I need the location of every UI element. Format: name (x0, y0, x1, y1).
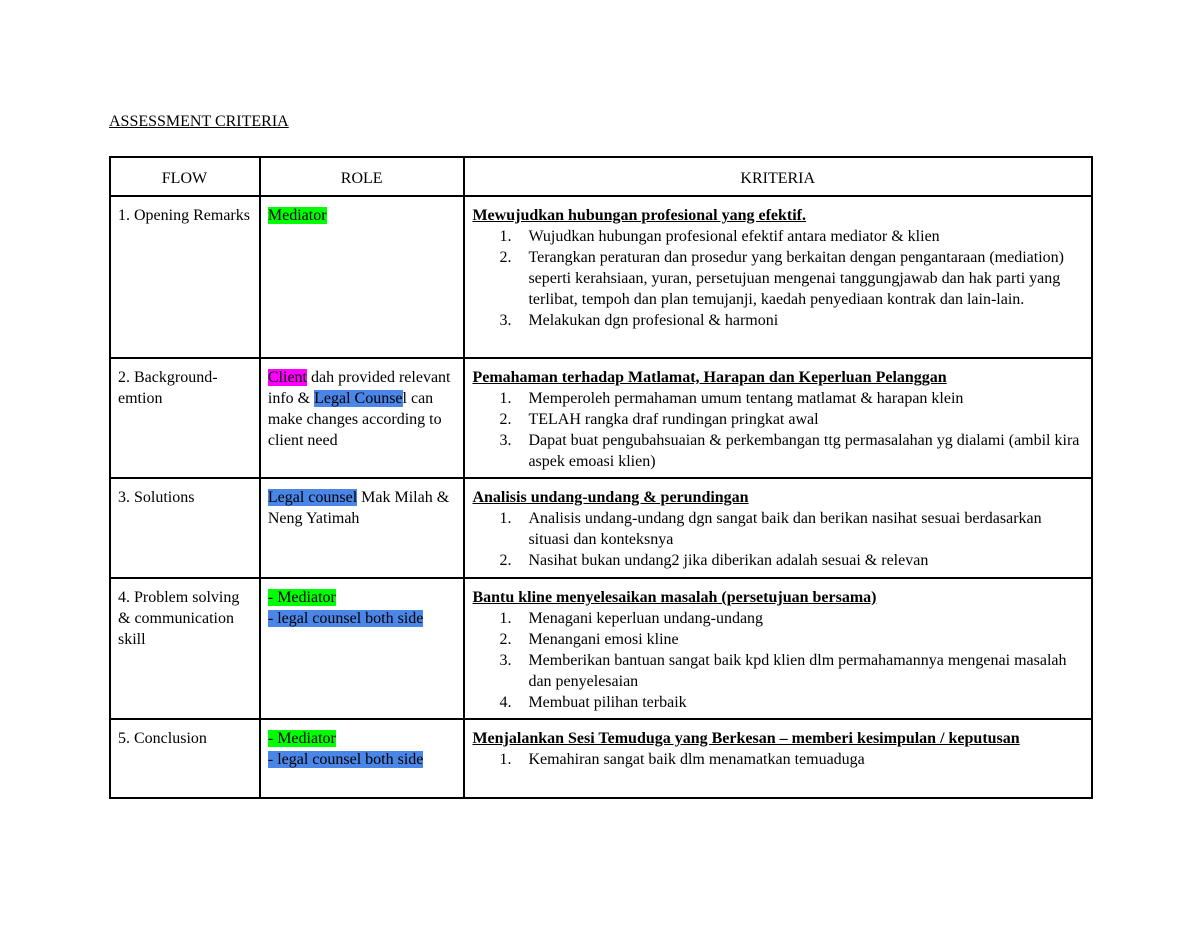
list-item: 3. Memberikan bantuan sangat baik kpd klien dlm permahamannya mengenai masalah dan penyelesaian (499, 652, 1067, 690)
list-item: 1. Kemahiran sangat baik dlm menamatkan temuaduga (499, 751, 865, 768)
flow-cell: 5. Conclusion (110, 719, 260, 798)
kriteria-list (472, 388, 1083, 472)
role-legal-counsel-highlight: Legal Counse (314, 390, 403, 407)
assessment-criteria-table (109, 156, 1093, 799)
flow-cell: 2. Background-emtion (110, 358, 260, 478)
list-item: 3. Melakukan dgn profesional & harmoni (499, 312, 779, 329)
table-row (110, 358, 1092, 478)
role-mediator-highlight: - Mediator (267, 730, 336, 747)
header-flow: FLOW (110, 157, 260, 196)
table-row (110, 196, 1092, 358)
role-legal-counsel-highlight: - legal counsel both side (267, 751, 424, 768)
flow-cell: 4. Problem solving & communication skill (110, 578, 260, 719)
table-row (110, 578, 1092, 719)
kriteria-heading: Bantu kline menyelesaikan masalah (persetujuan bersama) (472, 589, 877, 606)
kriteria-list (472, 508, 1083, 571)
flow-cell: 1. Opening Remarks (110, 196, 260, 358)
list-item: 1. Wujudkan hubungan profesional efektif antara mediator & klien (499, 228, 940, 245)
flow-cell: 3. Solutions (110, 478, 260, 578)
header-role: ROLE (260, 157, 465, 196)
table-row (110, 478, 1092, 578)
list-item: 1. Memperoleh permahaman umum tentang matlamat & harapan klein (499, 390, 964, 407)
role-cell (260, 719, 465, 798)
role-mediator-highlight: - Mediator (267, 589, 336, 606)
kriteria-heading: Mewujudkan hubungan profesional yang efektif. (472, 207, 807, 224)
role-cell (260, 196, 465, 358)
role-cell (260, 578, 465, 719)
kriteria-cell (464, 578, 1092, 719)
list-item: 2. Menangani emosi kline (499, 631, 679, 648)
kriteria-heading: Menjalankan Sesi Temuduga yang Berkesan – memberi kesimpulan / keputusan (472, 730, 1020, 747)
role-legal-counsel-highlight: Legal counsel (267, 489, 358, 506)
table-header-row (110, 157, 1092, 196)
kriteria-list (472, 226, 1083, 331)
kriteria-list (472, 608, 1083, 713)
list-item: 2. Nasihat bukan undang2 jika diberikan adalah sesuai & relevan (499, 552, 929, 569)
role-legal-counsel-highlight: - legal counsel both side (267, 610, 424, 627)
list-item: 2. TELAH rangka draf rundingan pringkat awal (499, 411, 819, 428)
role-mediator-highlight: Mediator (267, 207, 327, 224)
list-item: 2. Terangkan peraturan dan prosedur yang berkaitan dengan pengantaraan (mediation) seperti kerahsiaan, yuran, persetujuan mengenai tanggungjawab dan hak parti yang terlibat, tempoh dan plan temujanji, kaedah penyediaan kontrak dan lain-lain. (499, 249, 1064, 308)
kriteria-cell (464, 196, 1092, 358)
role-cell: Client dah provided relevant info & Legal Counsel can make changes according to client need (260, 358, 465, 478)
list-item: 1. Analisis undang-undang dgn sangat baik dan berikan nasihat sesuai berdasarkan situasi dan konteksnya (499, 510, 1042, 548)
kriteria-heading: Pemahaman terhadap Matlamat, Harapan dan Keperluan Pelanggan (472, 369, 947, 386)
kriteria-cell (464, 719, 1092, 798)
kriteria-list (472, 749, 1083, 770)
list-item: 1. Menagani keperluan undang-undang (499, 610, 764, 627)
document-title: ASSESSMENT CRITERIA (109, 113, 289, 130)
list-item: 3. Dapat buat pengubahsuaian & perkembangan ttg permasalahan yg dialami (ambil kira aspek emoasi klien) (499, 432, 1080, 470)
kriteria-cell (464, 358, 1092, 478)
header-kriteria: KRITERIA (464, 157, 1092, 196)
kriteria-heading: Analisis undang-undang & perundingan (472, 489, 749, 506)
role-cell: Legal counsel Mak Milah & Neng Yatimah (260, 478, 465, 578)
table-row (110, 719, 1092, 798)
list-item: 4. Membuat pilihan terbaik (499, 694, 687, 711)
kriteria-cell (464, 478, 1092, 578)
role-client-highlight: Client (267, 369, 307, 386)
